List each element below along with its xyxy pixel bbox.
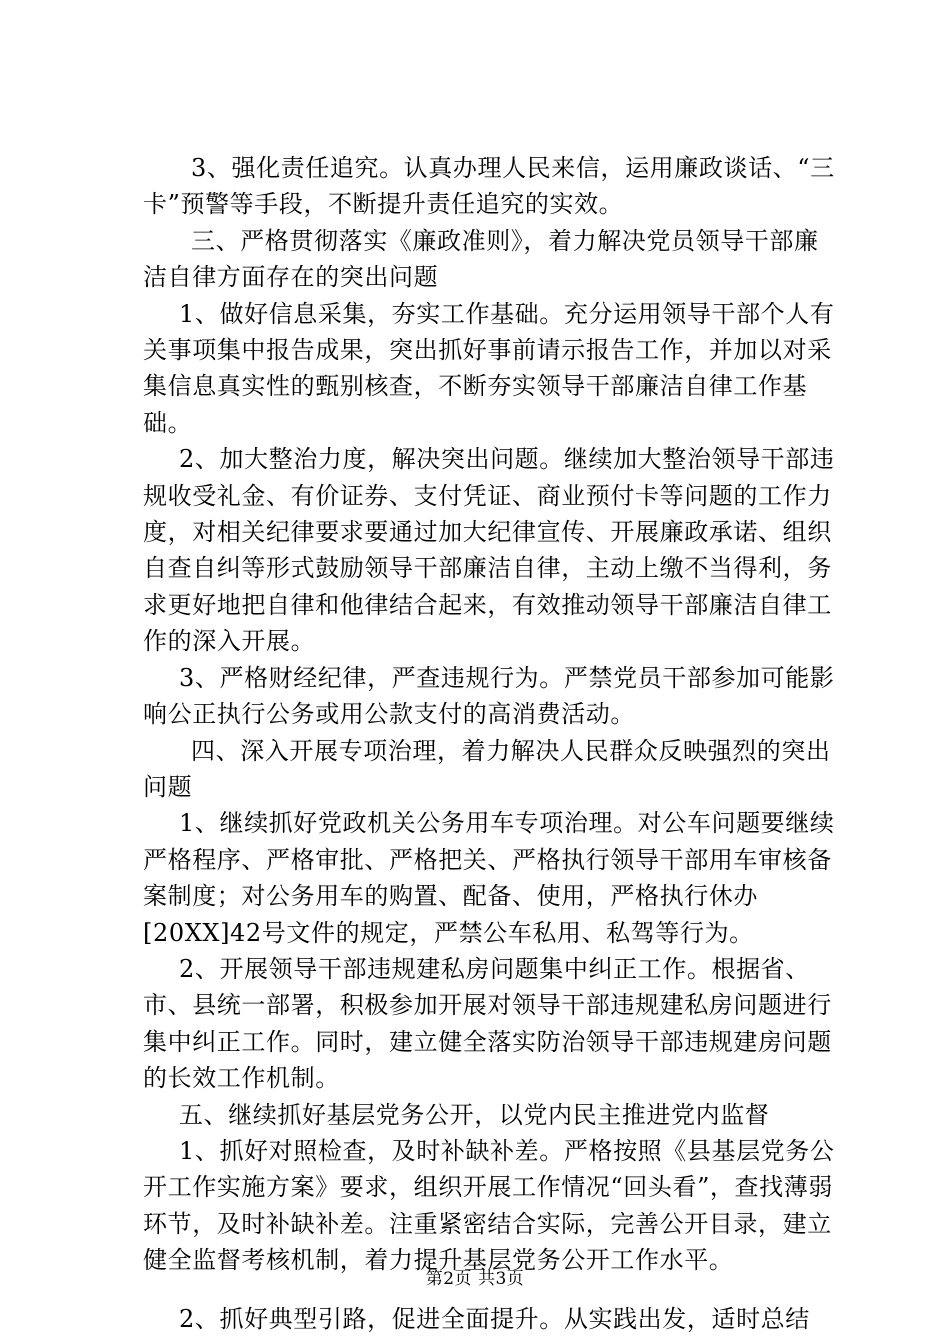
heading-section-five: 五、继续抓好基层党务公开，以党内民主推进党内监督 bbox=[179, 1100, 770, 1129]
paragraph-financial-discipline: 3、严格财经纪律，严查违规行为。严禁党员干部参加可能影响公正执行公务或用公款支付的高消费活动。 bbox=[143, 663, 835, 729]
document-body bbox=[143, 150, 843, 1337]
paragraph-inspection: 1、抓好对照检查，及时补缺补差。严格按照《县基层党务公开工作实施方案》要求，组织开展工作情况“回头看”，查找薄弱环节，及时补缺补差。注重紧密结合实际，完善公开目录，建立健全监督考核机制，着力提升基层党务公开工作水平。 bbox=[143, 1136, 835, 1275]
page-number: 第2页 共3页 bbox=[425, 1269, 525, 1289]
paragraph-rectification: 2、加大整治力度，解决突出问题。继续加大整治领导干部违规收受礼金、有价证券、支付凭证、商业预付卡等问题的工作力度，对相关纪律要求要通过加大纪律宣传、开展廉政承诺、组织自查自纠等形式鼓励领导干部廉洁自律，主动上缴不当得利，务求更好地把自律和他律结合起来，有效推动领导干部廉洁自律工作的深入开展。 bbox=[143, 445, 835, 656]
page-footer bbox=[0, 1264, 950, 1289]
paragraph-typical-examples: 2、抓好典型引路，促进全面提升。从实践出发，适时总结 bbox=[179, 1304, 810, 1333]
heading-section-three: 三、严格贯彻落实《廉政准则》，着力解决党员领导干部廉洁自律方面存在的突出问题 bbox=[143, 226, 819, 292]
heading-section-four: 四、深入开展专项治理，着力解决人民群众反映强烈的突出问题 bbox=[143, 736, 831, 801]
paragraph-information-collection: 1、做好信息采集，夯实工作基础。充分运用领导干部个人有关事项集中报告成果，突出抓好事前请示报告工作，并加以对采集信息真实性的甄别核查，不断夯实领导干部廉洁自律工作基础。 bbox=[143, 299, 835, 437]
paragraph-responsibility-accountability: 3、强化责任追究。认真办理人民来信，运用廉政谈话、“三卡”预警等手段，不断提升责任追究的实效。 bbox=[143, 154, 835, 219]
paragraph-private-housing: 2、开展领导干部违规建私房问题集中纠正工作。根据省、市、县统一部署，积极参加开展对领导干部违规建私房问题进行集中纠正工作。同时，建立健全落实防治领导干部违规建房问题的长效工作机制。 bbox=[143, 954, 832, 1093]
paragraph-official-vehicles: 1、继续抓好党政机关公务用车专项治理。对公车问题要继续严格程序、严格审批、严格把关、严格执行领导干部用车审核备案制度；对公务用车的购置、配备、使用，严格执行休办[20XX]42号文件的规定，严禁公车私用、私驾等行为。 bbox=[143, 809, 835, 947]
